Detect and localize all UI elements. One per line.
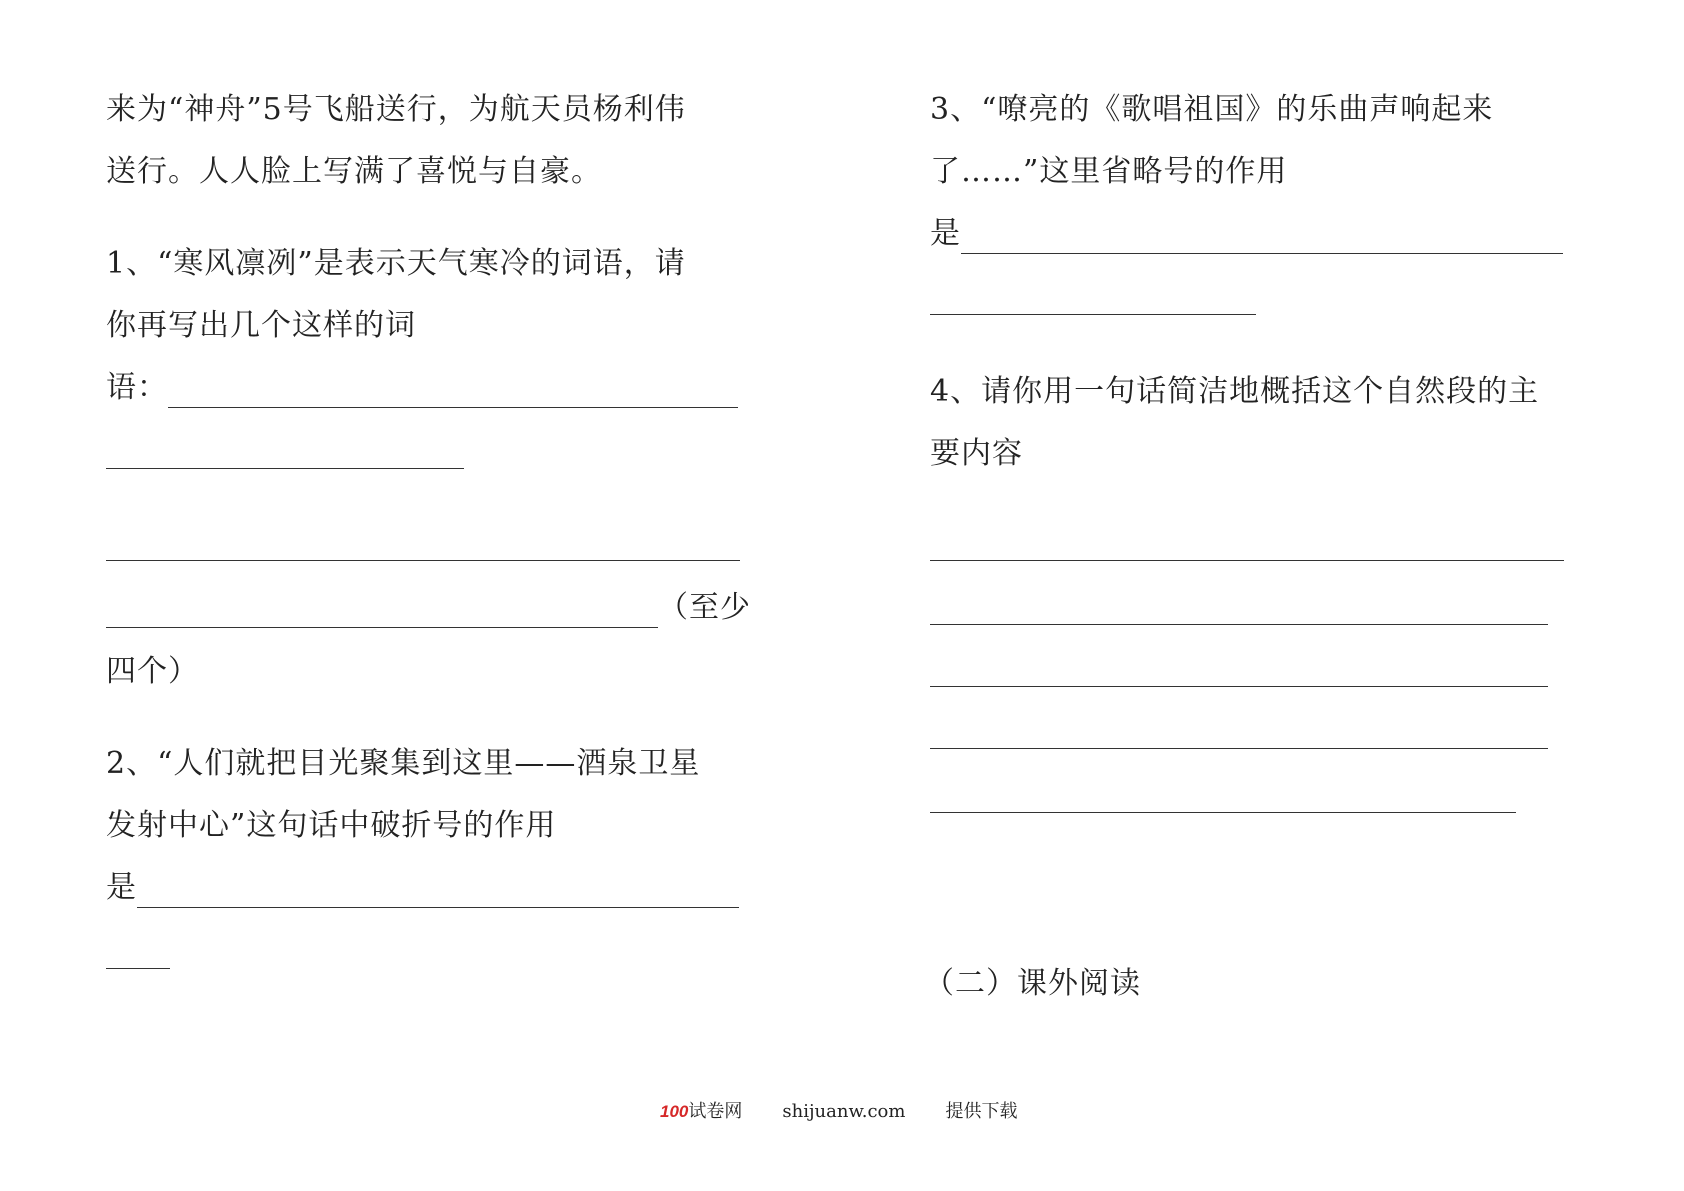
question-3-answer-row-1 bbox=[930, 214, 1563, 254]
answer-blank[interactable] bbox=[106, 591, 658, 628]
page-footer bbox=[660, 1100, 1017, 1124]
answer-blank[interactable] bbox=[961, 217, 1563, 254]
question-1-prefix: 语： bbox=[106, 370, 168, 405]
site-domain[interactable]: shijuanw.com bbox=[782, 1101, 906, 1122]
answer-blank[interactable] bbox=[930, 560, 1564, 561]
site-name: 试卷网 bbox=[688, 1101, 743, 1122]
question-2-prefix: 是 bbox=[106, 870, 137, 905]
answer-blank[interactable] bbox=[106, 468, 464, 469]
question-1-answer-row-4 bbox=[106, 588, 751, 628]
question-1-suffix-line: 四个） bbox=[106, 654, 199, 689]
answer-blank[interactable] bbox=[137, 871, 739, 908]
question-2-line-2: 发射中心”这句话中破折号的作用 bbox=[106, 808, 557, 843]
answer-blank[interactable] bbox=[930, 748, 1548, 749]
question-3-line-1: 3、“嘹亮的《歌唱祖国》的乐曲声响起来 bbox=[930, 92, 1494, 127]
answer-blank[interactable] bbox=[106, 560, 740, 561]
question-3-line-2: 了……”这里省略号的作用 bbox=[930, 154, 1288, 189]
answer-blank[interactable] bbox=[930, 686, 1548, 687]
question-1-suffix: （至少 bbox=[658, 590, 751, 625]
question-1-line-2: 你再写出几个这样的词 bbox=[106, 308, 416, 343]
question-1-answer-row-1 bbox=[106, 368, 738, 408]
answer-blank[interactable] bbox=[168, 371, 738, 408]
question-1-line-1: 1、“寒风凛冽”是表示天气寒冷的词语，请 bbox=[106, 246, 686, 281]
answer-blank[interactable] bbox=[930, 314, 1256, 315]
passage-line-2: 送行。人人脸上写满了喜悦与自豪。 bbox=[106, 154, 602, 189]
site-logo: 100 bbox=[660, 1102, 689, 1121]
answer-blank[interactable] bbox=[106, 968, 170, 969]
section-title: （二）课外阅读 bbox=[924, 966, 1141, 1001]
question-3-prefix: 是 bbox=[930, 216, 961, 251]
question-4-line-1: 4、请你用一句话简洁地概括这个自然段的主 bbox=[930, 374, 1540, 409]
question-2-answer-row-1 bbox=[106, 868, 739, 908]
passage-line-1: 来为“神舟”5号飞船送行，为航天员杨利伟 bbox=[106, 92, 686, 127]
question-2-line-1: 2、“人们就把目光聚集到这里——酒泉卫星 bbox=[106, 746, 701, 781]
answer-blank[interactable] bbox=[930, 812, 1516, 813]
question-4-line-2: 要内容 bbox=[930, 436, 1023, 471]
provided-text: 提供下载 bbox=[945, 1101, 1018, 1122]
answer-blank[interactable] bbox=[930, 624, 1548, 625]
